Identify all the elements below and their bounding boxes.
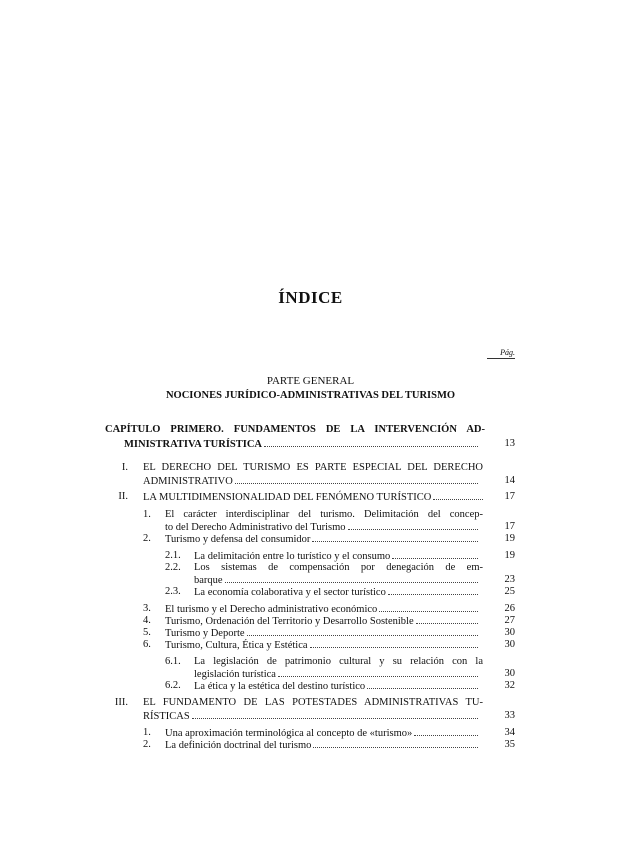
item-3-page: 26 bbox=[504, 603, 515, 614]
section-ii-page: 17 bbox=[504, 491, 515, 502]
item-number: 4. bbox=[143, 615, 151, 626]
section-iii-line-1: EL FUNDAMENTO DE LAS POTESTADES ADMINISTRATIVAS TU- bbox=[143, 697, 483, 708]
item-4-page: 27 bbox=[504, 615, 515, 626]
subitem-2-3-entry[interactable]: La economía colaborativa y el sector turístico bbox=[194, 586, 480, 599]
section-iii-page: 33 bbox=[504, 710, 515, 721]
subitem-2-1-entry[interactable]: La delimitación entre lo turístico y el consumo bbox=[194, 550, 480, 563]
item-2-page: 19 bbox=[504, 533, 515, 544]
item-3-entry[interactable]: El turismo y el Derecho administrativo económico bbox=[165, 603, 480, 616]
section-number: II. bbox=[118, 491, 128, 502]
subitem-number: 6.1. bbox=[165, 656, 181, 667]
section-number: I. bbox=[121, 462, 128, 473]
subitem-6-1-page: 30 bbox=[504, 668, 515, 679]
item-number: 1. bbox=[143, 509, 151, 520]
item-6-page: 30 bbox=[504, 639, 515, 650]
item-6-entry[interactable]: Turismo, Cultura, Ética y Estética bbox=[165, 639, 480, 652]
section-number: III. bbox=[114, 697, 128, 708]
subitem-number: 2.2. bbox=[165, 562, 181, 573]
item-number: 6. bbox=[143, 639, 151, 650]
subitem-2-3-page: 25 bbox=[504, 586, 515, 597]
item-4-entry[interactable]: Turismo, Ordenación del Territorio y Desarrollo Sostenible bbox=[165, 615, 480, 628]
item-number: 5. bbox=[143, 627, 151, 638]
subitem-2-2-entry[interactable]: barque bbox=[194, 574, 480, 587]
chapter-line-1: CAPÍTULO PRIMERO. FUNDAMENTOS DE LA INTERVENCIÓN AD- bbox=[105, 424, 485, 435]
section-ii-entry[interactable]: LA MULTIDIMENSIONALIDAD DEL FENÓMENO TURÍSTICO bbox=[143, 491, 485, 504]
part-title: PARTE GENERAL bbox=[266, 375, 355, 387]
chapter-page: 13 bbox=[504, 438, 515, 449]
item-1-line-1: El carácter interdisciplinar del turismo. Delimitación del concep- bbox=[165, 509, 483, 520]
item-5-page: 30 bbox=[504, 627, 515, 638]
subitem-2-2-page: 23 bbox=[504, 574, 515, 585]
subitem-6-2-page: 32 bbox=[504, 680, 515, 691]
page-title: ÍNDICE bbox=[278, 288, 343, 307]
section-i-entry[interactable]: ADMINISTRATIVO bbox=[143, 475, 480, 488]
subitem-2-2-line-1: Los sistemas de compensación por denegación de em- bbox=[194, 562, 483, 573]
page-column-label: Pág. bbox=[487, 348, 515, 359]
item-number: 2. bbox=[143, 533, 151, 544]
item-iii-1-entry[interactable]: Una aproximación terminológica al concepto de «turismo» bbox=[165, 727, 480, 740]
item-iii-1-page: 34 bbox=[504, 727, 515, 738]
item-1-entry[interactable]: to del Derecho Administrativo del Turismo bbox=[165, 521, 480, 534]
item-number: 2. bbox=[143, 739, 151, 750]
subitem-6-1-line-1: La legislación de patrimonio cultural y su relación con la bbox=[194, 656, 483, 667]
item-5-entry[interactable]: Turismo y Deporte bbox=[165, 627, 480, 640]
subitem-number: 2.3. bbox=[165, 586, 181, 597]
section-i-line-1: EL DERECHO DEL TURISMO ES PARTE ESPECIAL DEL DERECHO bbox=[143, 462, 483, 473]
item-iii-2-page: 35 bbox=[504, 739, 515, 750]
subitem-number: 6.2. bbox=[165, 680, 181, 691]
item-number: 3. bbox=[143, 603, 151, 614]
part-subtitle: NOCIONES JURÍDICO-ADMINISTRATIVAS DEL TURISMO bbox=[165, 390, 456, 401]
item-number: 1. bbox=[143, 727, 151, 738]
subitem-6-1-entry[interactable]: legislación turística bbox=[194, 668, 480, 681]
chapter-entry[interactable]: MINISTRATIVA TURÍSTICA bbox=[124, 438, 480, 451]
item-2-entry[interactable]: Turismo y defensa del consumidor bbox=[165, 533, 480, 546]
subitem-6-2-entry[interactable]: La ética y la estética del destino turístico bbox=[194, 680, 480, 693]
item-1-page: 17 bbox=[504, 521, 515, 532]
section-iii-entry[interactable]: RÍSTICAS bbox=[143, 710, 480, 723]
item-iii-2-entry[interactable]: La definición doctrinal del turismo bbox=[165, 739, 480, 752]
section-i-page: 14 bbox=[504, 475, 515, 486]
subitem-2-1-page: 19 bbox=[504, 550, 515, 561]
subitem-number: 2.1. bbox=[165, 550, 181, 561]
